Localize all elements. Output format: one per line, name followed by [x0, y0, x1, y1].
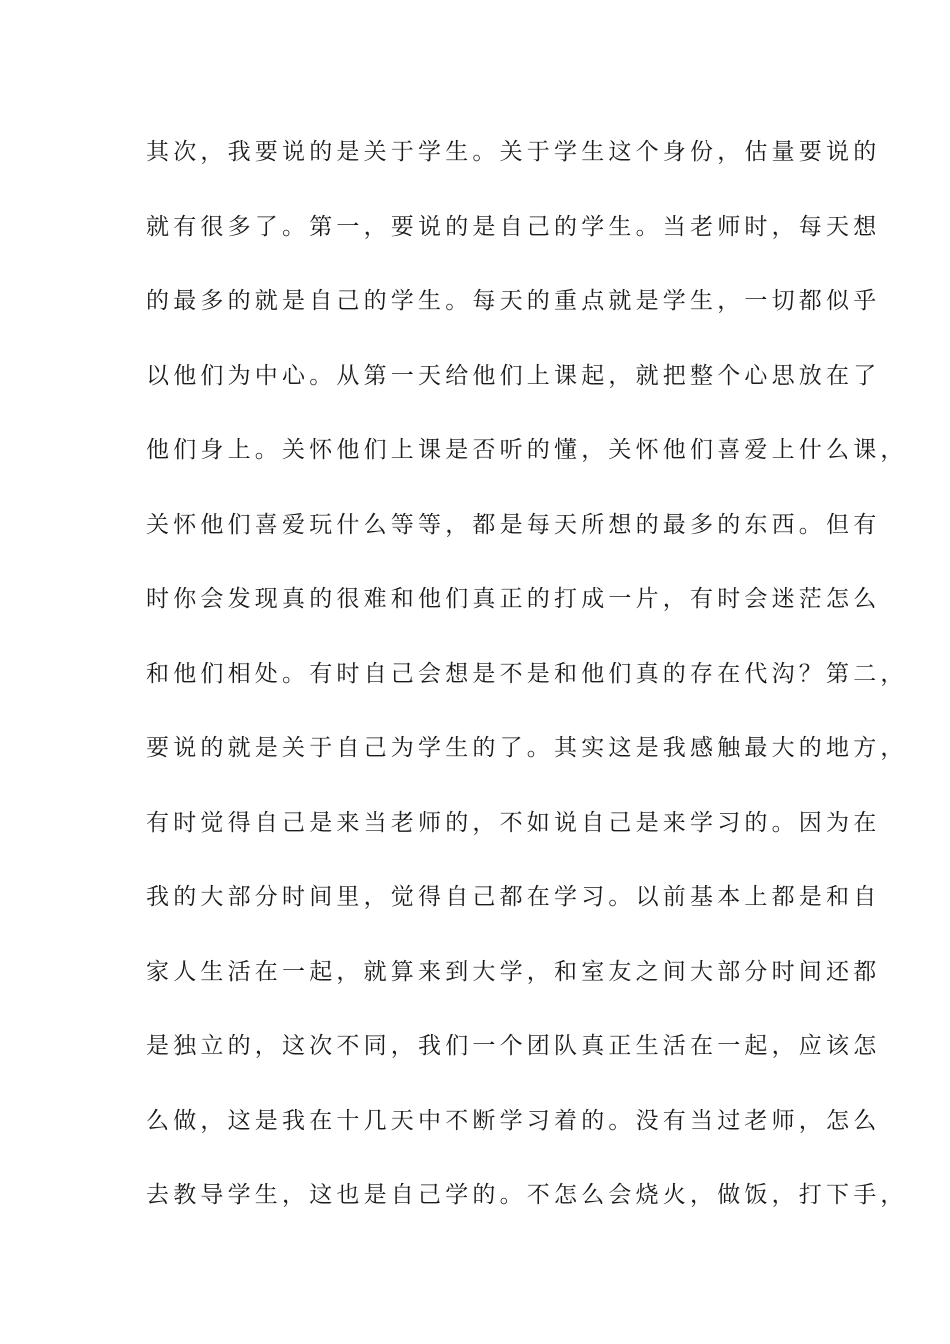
text-line: 家人生活在一起，就算来到大学，和室友之间大部分时间还都 [146, 958, 881, 985]
text-line: 关怀他们喜爱玩什么等等，都是每天所想的最多的东西。但有 [146, 511, 881, 538]
text-line: 其次，我要说的是关于学生。关于学生这个身份，估量要说的 [146, 139, 881, 165]
text-line: 的最多的就是自己的学生。每天的重点就是学生，一切都似乎 [146, 288, 881, 314]
text-line: 有时觉得自己是来当老师的，不如说自己是来学习的。因为在 [146, 809, 881, 836]
text-line: 以他们为中心。从第一天给他们上课起，就把整个心思放在了 [146, 362, 881, 389]
text-line: 我的大部分时间里，觉得自己都在学习。以前基本上都是和自 [146, 884, 881, 910]
text-line: 是独立的，这次不同，我们一个团队真正生活在一起，应该怎 [146, 1033, 881, 1059]
text-line: 他们身上。关怀他们上课是否听的懂，关怀他们喜爱上什么课， [146, 437, 908, 463]
body-paragraph [146, 130, 908, 1248]
text-line: 时你会发现真的很难和他们真正的打成一片，有时会迷茫怎么 [146, 586, 881, 612]
text-line: 就有很多了。第一，要说的是自己的学生。当老师时，每天想 [146, 213, 881, 240]
text-line: 么做，这是我在十几天中不断学习着的。没有当过老师，怎么 [146, 1107, 881, 1134]
text-line: 去教导学生，这也是自己学的。不怎么会烧火，做饭，打下手， [146, 1182, 908, 1208]
text-line: 要说的就是关于自己为学生的了。其实这是我感触最大的地方， [146, 735, 908, 761]
text-line: 和他们相处。有时自己会想是不是和他们真的存在代沟？第二， [146, 660, 908, 687]
